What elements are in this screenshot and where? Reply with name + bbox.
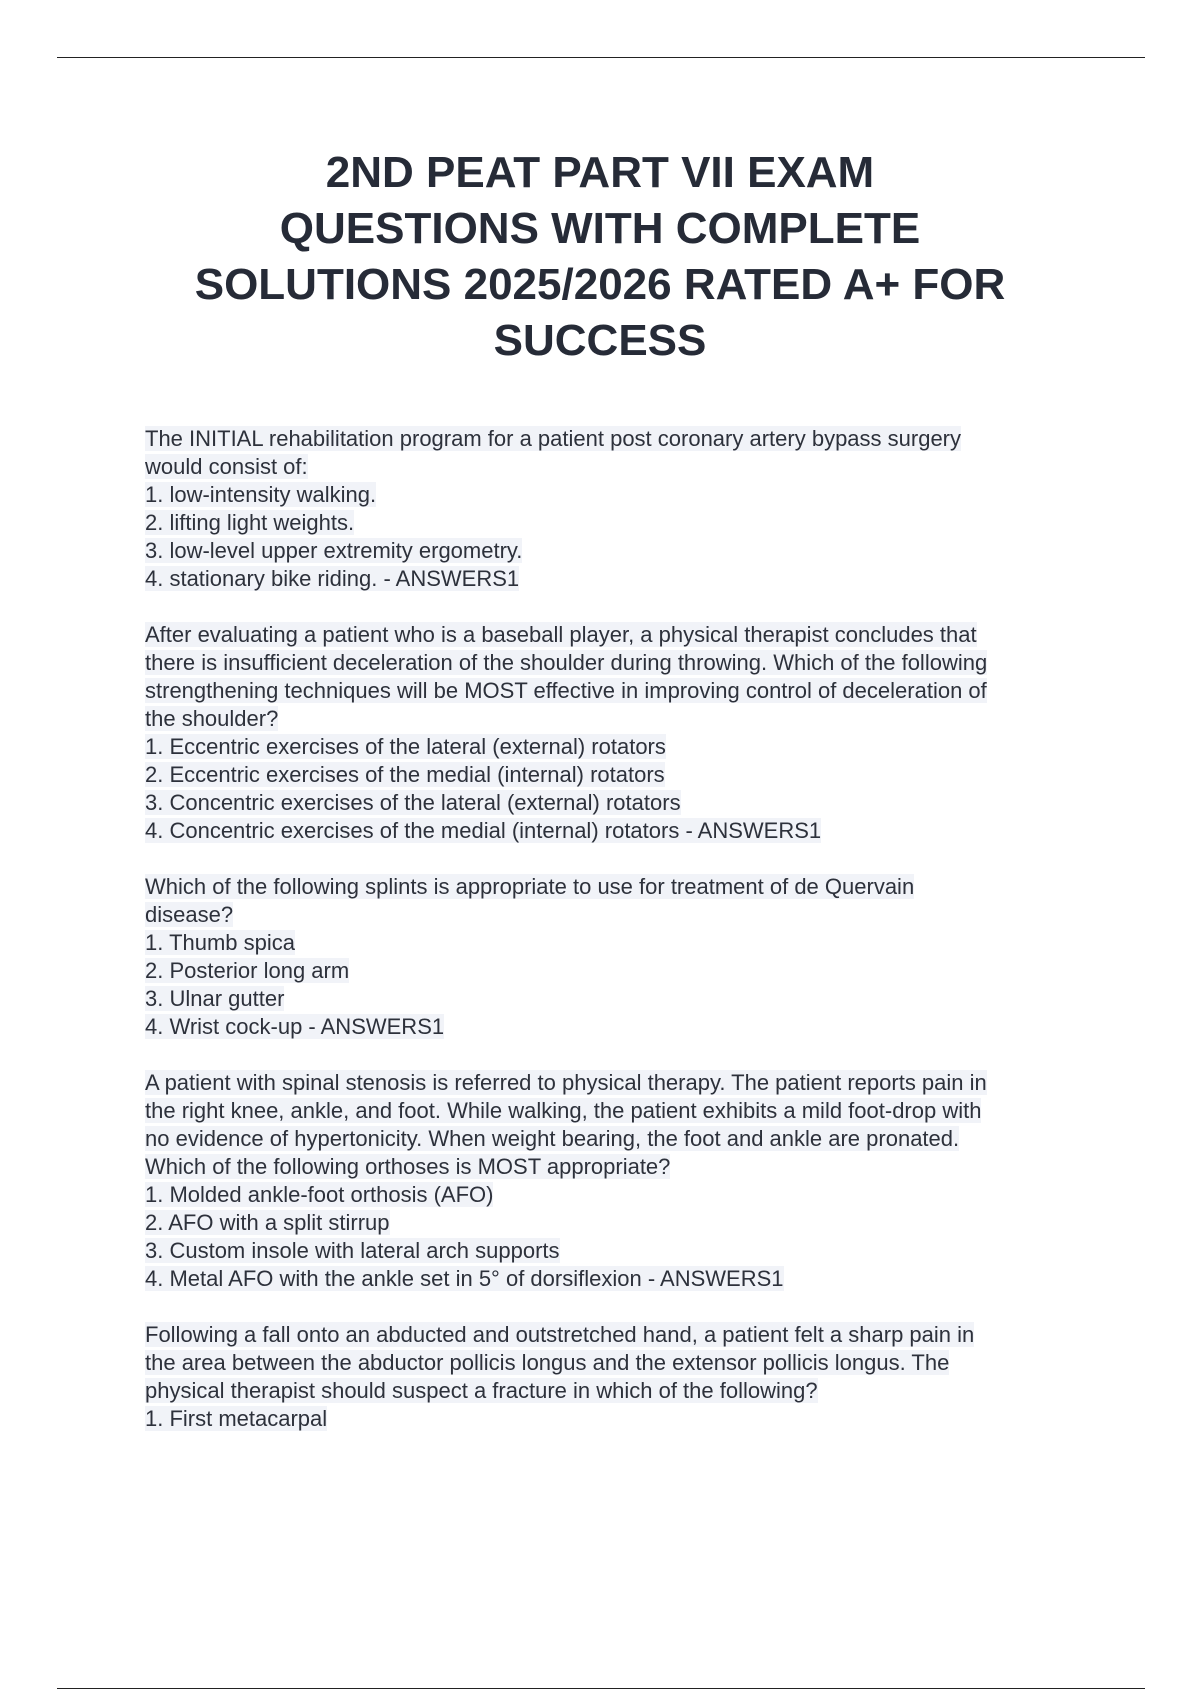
question-text: After evaluating a patient who is a baseball player, a physical therapist concludes that [145,622,977,647]
answer-option: 4. stationary bike riding. - ANSWERS1 [145,566,520,591]
question-text: Which of the following orthoses is MOST appropriate? [145,1154,671,1179]
answer-option: 3. Ulnar gutter [145,986,285,1011]
title-line: 2ND PEAT PART VII EXAM [325,148,875,197]
question-text: Following a fall onto an abducted and outstretched hand, a patient felt a sharp pain in [145,1322,975,1347]
question-block [145,1069,1080,1293]
answer-option: 1. Eccentric exercises of the lateral (external) rotators [145,734,666,759]
answer-option: 1. Thumb spica [145,930,296,955]
answer-option: 1. First metacarpal [145,1406,328,1431]
question-text: the right knee, ankle, and foot. While walking, the patient exhibits a mild foot-drop with [145,1098,982,1123]
question-text: the area between the abductor pollicis longus and the extensor pollicis longus. The [145,1350,950,1375]
question-block [145,621,1080,845]
question-text: The INITIAL rehabilitation program for a patient post coronary artery bypass surgery [145,426,962,451]
question-text: disease? [145,902,234,927]
question-text: no evidence of hypertonicity. When weight bearing, the foot and ankle are pronated. [145,1126,960,1151]
answer-option: 2. lifting light weights. [145,510,355,535]
answer-option: 3. Custom insole with lateral arch supports [145,1238,560,1263]
question-block [145,873,1080,1041]
answer-option: 1. Molded ankle-foot orthosis (AFO) [145,1182,494,1207]
title-line: QUESTIONS WITH COMPLETE [279,204,921,253]
answer-option: 2. Eccentric exercises of the medial (internal) rotators [145,762,665,787]
answer-option: 3. Concentric exercises of the lateral (external) rotators [145,790,681,815]
question-block [145,1321,1080,1433]
answer-option: 1. low-intensity walking. [145,482,377,507]
answer-option: 4. Concentric exercises of the medial (internal) rotators - ANSWERS1 [145,818,822,843]
top-rule [57,57,1145,58]
answer-option: 2. AFO with a split stirrup [145,1210,390,1235]
title-line: SUCCESS [493,316,707,365]
answer-option: 3. low-level upper extremity ergometry. [145,538,523,563]
question-text: A patient with spinal stenosis is referred to physical therapy. The patient reports pain in [145,1070,987,1095]
question-text: there is insufficient deceleration of the shoulder during throwing. Which of the following [145,650,988,675]
document-title [100,145,1100,369]
question-text: strengthening techniques will be MOST effective in improving control of deceleration of [145,678,987,703]
question-text: would consist of: [145,454,308,479]
answer-option: 4. Wrist cock-up - ANSWERS1 [145,1014,445,1039]
bottom-rule [57,1688,1145,1689]
question-text: the shoulder? [145,706,279,731]
answer-option: 2. Posterior long arm [145,958,350,983]
title-line: SOLUTIONS 2025/2026 RATED A+ FOR [194,260,1006,309]
answer-option: 4. Metal AFO with the ankle set in 5° of dorsiflexion - ANSWERS1 [145,1266,784,1291]
question-list [145,425,1080,1461]
question-text: physical therapist should suspect a fracture in which of the following? [145,1378,818,1403]
question-block [145,425,1080,593]
question-text: Which of the following splints is appropriate to use for treatment of de Quervain [145,874,915,899]
